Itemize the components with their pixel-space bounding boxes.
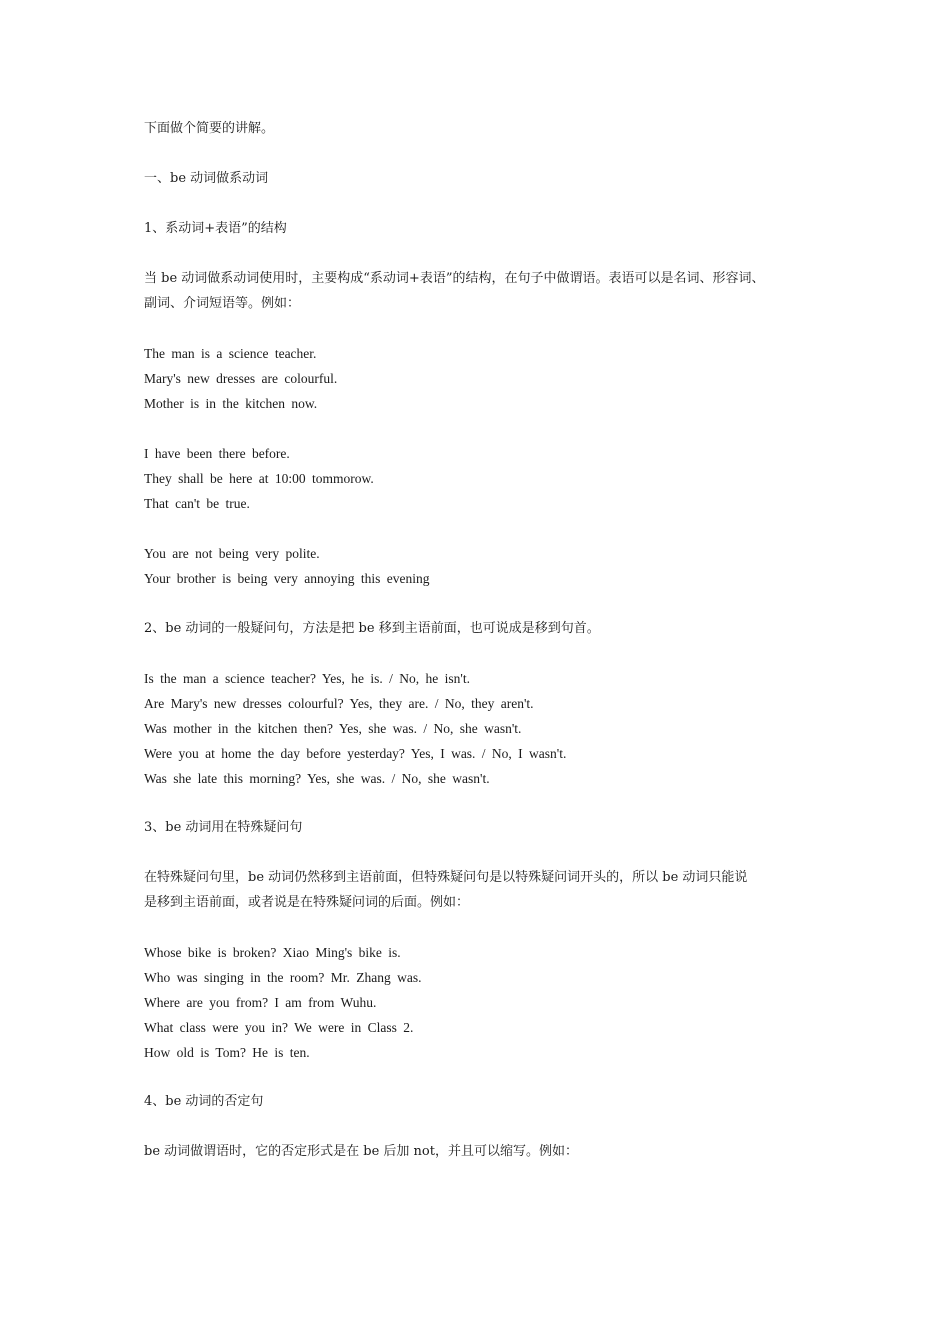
example-sentence: They shall be here at 10:00 tommorow. [144, 471, 374, 486]
example-sentence: Who was singing in the room? Mr. Zhang was. [144, 970, 422, 985]
example-sentence: Whose bike is broken? Xiao Ming's bike is. [144, 945, 401, 960]
example-sentence: I have been there before. [144, 446, 290, 461]
example-sentence: Mother is in the kitchen now. [144, 396, 318, 411]
section-heading: 一、be 动词做系动词 [144, 171, 269, 186]
example-sentence: Are Mary's new dresses colourful? Yes, they are. / No, they aren't. [144, 696, 534, 711]
example-sentence: What class were you in? We were in Class 2. [144, 1020, 414, 1035]
part3-paragraph-line2: 是移到主语前面，或者说是在特殊疑问词的后面。例如： [144, 895, 470, 910]
part4-heading: 4、be 动词的否定句 [144, 1094, 264, 1109]
part1-paragraph-line1: 当 be 动词做系动词使用时，主要构成“系动词+表语”的结构，在句子中做谓语。表语可以是名词、形容词、 [144, 271, 765, 286]
part4-paragraph-line1: be 动词做谓语时，它的否定形式是在 be 后加 not，并且可以缩写。例如： [144, 1144, 578, 1159]
intro-text: 下面做个简要的讲解。 [144, 121, 275, 136]
example-sentence: Were you at home the day before yesterday? Yes, I was. / No, I wasn't. [144, 746, 567, 761]
example-sentence: Where are you from? I am from Wuhu. [144, 995, 377, 1010]
part1-paragraph-line2: 副词、介词短语等。例如： [144, 296, 301, 311]
example-sentence: Was she late this morning? Yes, she was. / No, she wasn't. [144, 771, 490, 786]
example-sentence: Your brother is being very annoying this evening [144, 571, 430, 586]
part2-heading: 2、be 动词的一般疑问句，方法是把 be 移到主语前面，也可说成是移到句首。 [144, 621, 600, 636]
example-sentence: That can't be true. [144, 496, 250, 511]
example-sentence: Is the man a science teacher? Yes, he is. / No, he isn't. [144, 671, 470, 686]
example-sentence: How old is Tom? He is ten. [144, 1045, 310, 1060]
part3-heading: 3、be 动词用在特殊疑问句 [144, 820, 303, 835]
example-sentence: The man is a science teacher. [144, 346, 317, 361]
example-sentence: You are not being very polite. [144, 546, 320, 561]
example-sentence: Mary's new dresses are colourful. [144, 371, 338, 386]
part3-paragraph-line1: 在特殊疑问句里，be 动词仍然移到主语前面，但特殊疑问句是以特殊疑问词开头的，所以 be 动词只能说 [144, 870, 748, 885]
example-sentence: Was mother in the kitchen then? Yes, she was. / No, she wasn't. [144, 721, 522, 736]
part1-heading: 1、系动词+表语”的结构 [144, 221, 287, 236]
